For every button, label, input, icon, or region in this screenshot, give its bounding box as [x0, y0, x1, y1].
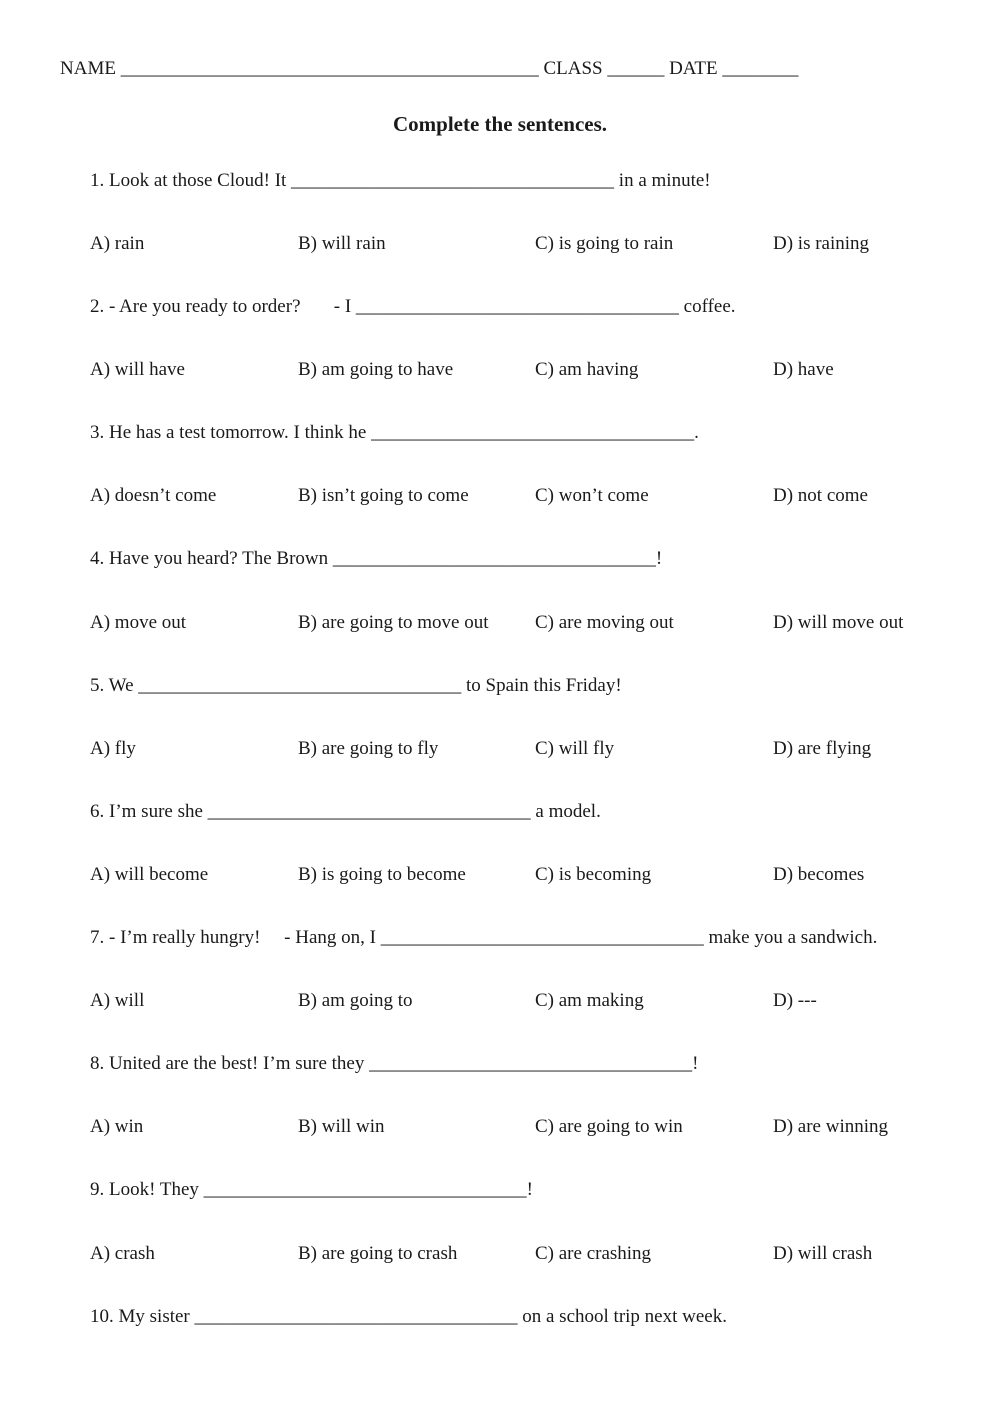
- question-3-option-b: B) isn’t going to come: [298, 485, 469, 506]
- question-8-option-c: C) are going to win: [535, 1116, 683, 1137]
- name-class-date-header: NAME ____________________________________________ CLASS ______ DATE ________: [60, 58, 799, 79]
- question-3-option-c: C) won’t come: [535, 485, 649, 506]
- question-9-option-d: D) will crash: [773, 1243, 873, 1264]
- question-8-option-a: A) win: [90, 1116, 144, 1137]
- question-5-option-b: B) are going to fly: [298, 738, 439, 759]
- question-5-option-c: C) will fly: [535, 738, 615, 759]
- question-3-option-a: A) doesn’t come: [90, 485, 217, 506]
- question-6-option-a: A) will become: [90, 864, 209, 885]
- question-7-option-b: B) am going to: [298, 990, 413, 1011]
- question-2-option-a: A) will have: [90, 359, 185, 380]
- page-title: Complete the sentences.: [392, 112, 608, 136]
- question-5-option-d: D) are flying: [773, 738, 872, 759]
- question-4-option-d: D) will move out: [773, 612, 904, 633]
- question-2-option-b: B) am going to have: [298, 359, 454, 380]
- question-1-option-a: A) rain: [90, 233, 145, 254]
- question-7: 7. - I’m really hungry! - Hang on, I __________________________________ make you a sandwich.: [90, 927, 878, 948]
- question-2-option-c: C) am having: [535, 359, 639, 380]
- question-9-option-a: A) crash: [90, 1243, 155, 1264]
- question-1-option-b: B) will rain: [298, 233, 386, 254]
- question-7-option-d: D) ---: [773, 990, 817, 1011]
- question-9: 9. Look! They __________________________________!: [90, 1179, 533, 1200]
- question-7-option-c: C) am making: [535, 990, 644, 1011]
- question-5-option-a: A) fly: [90, 738, 136, 759]
- question-4-option-a: A) move out: [90, 612, 187, 633]
- question-4-option-c: C) are moving out: [535, 612, 674, 633]
- question-7-option-a: A) will: [90, 990, 145, 1011]
- question-2: 2. - Are you ready to order? - I __________________________________ coffee.: [90, 296, 736, 317]
- question-6-option-d: D) becomes: [773, 864, 865, 885]
- question-8-option-b: B) will win: [298, 1116, 385, 1137]
- question-4-option-b: B) are going to move out: [298, 612, 489, 633]
- question-3-option-d: D) not come: [773, 485, 868, 506]
- question-6-option-c: C) is becoming: [535, 864, 652, 885]
- question-10: 10. My sister __________________________________ on a school trip next week.: [90, 1306, 727, 1327]
- question-3: 3. He has a test tomorrow. I think he __________________________________.: [90, 422, 699, 443]
- question-9-option-b: B) are going to crash: [298, 1243, 458, 1264]
- question-8: 8. United are the best! I’m sure they __________________________________!: [90, 1053, 699, 1074]
- question-8-option-d: D) are winning: [773, 1116, 889, 1137]
- question-4: 4. Have you heard? The Brown __________________________________!: [90, 548, 663, 569]
- question-6-option-b: B) is going to become: [298, 864, 466, 885]
- question-6: 6. I’m sure she __________________________________ a model.: [90, 801, 601, 822]
- question-1-option-d: D) is raining: [773, 233, 870, 254]
- question-1-option-c: C) is going to rain: [535, 233, 674, 254]
- question-2-option-d: D) have: [773, 359, 834, 380]
- question-5: 5. We __________________________________ to Spain this Friday!: [90, 675, 622, 696]
- question-9-option-c: C) are crashing: [535, 1243, 652, 1264]
- question-1: 1. Look at those Cloud! It __________________________________ in a minute!: [90, 170, 711, 191]
